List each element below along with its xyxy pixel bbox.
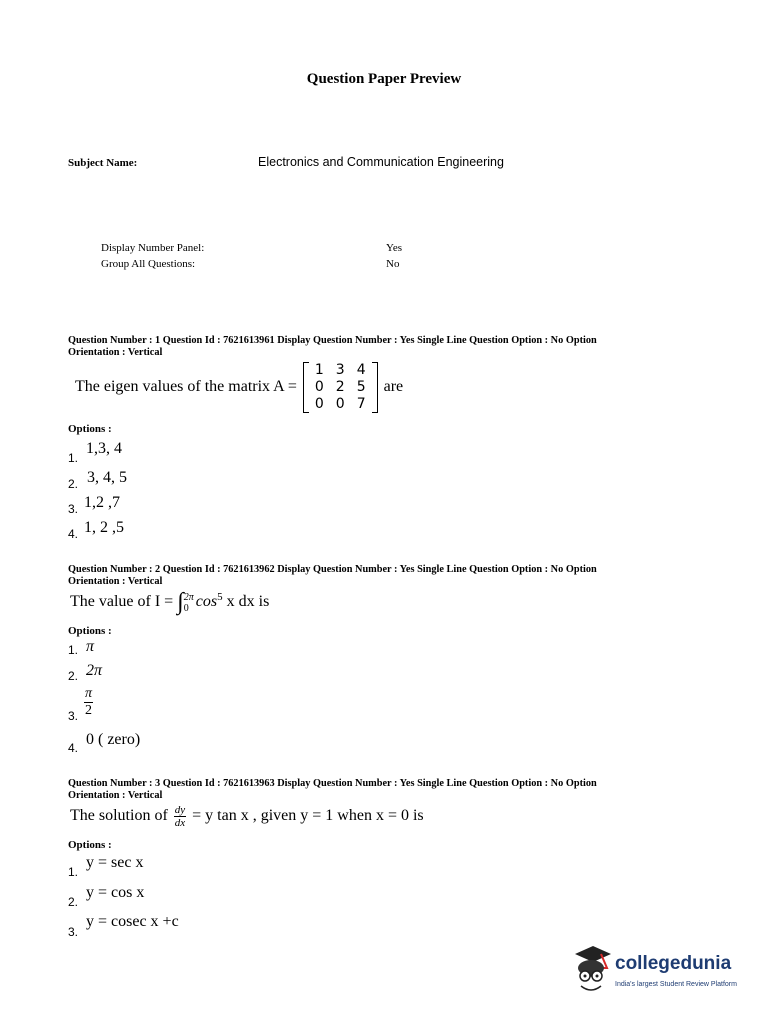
dy-dx-fraction	[174, 804, 186, 829]
subject-label: Subject Name:	[68, 157, 138, 169]
q2-option-3-number: 3.	[68, 709, 79, 723]
matrix-cell: 5	[356, 379, 366, 395]
matrix-cell: 0	[314, 396, 324, 412]
question-3-text-before: The solution of	[70, 807, 168, 825]
lower-limit: 0	[183, 602, 189, 614]
q1-option-4-number: 4.	[68, 527, 79, 541]
upper-limit: 2π	[183, 591, 194, 603]
question-1-options-label: Options :	[68, 423, 112, 435]
fraction-denominator: dx	[174, 817, 186, 829]
page-title: Question Paper Preview	[306, 71, 462, 87]
integral-sign-icon: ∫	[177, 589, 184, 615]
q1-option-1: 1,3, 4	[86, 440, 122, 457]
q2-option-3	[84, 686, 93, 719]
subject-value: Electronics and Communication Engineering	[258, 155, 504, 169]
question-3-header-line1: Question Number : 3 Question Id : 7621613963 Display Question Number : Yes Single Line Question Option : No Option	[68, 778, 597, 789]
q2-option-3-denominator: 2	[85, 703, 92, 718]
question-2-text-before: The value of I =	[70, 593, 174, 611]
q2-option-1: π	[86, 638, 95, 655]
matrix-cell: 7	[356, 396, 366, 412]
q3-option-3: y = cosec x +c	[86, 913, 179, 930]
matrix-a	[303, 362, 378, 413]
integrand: cos	[195, 593, 218, 611]
display-number-panel-value: Yes	[386, 242, 403, 254]
q3-option-1: y = sec x	[86, 854, 144, 871]
question-3-text-after: = y tan x , given y = 1 when x = 0 is	[192, 807, 424, 825]
question-1-header-line2: Orientation : Vertical	[68, 346, 163, 358]
group-all-questions-label: Group All Questions:	[101, 258, 196, 270]
q1-option-1-number: 1.	[68, 451, 79, 465]
fraction-numerator: dy	[174, 804, 186, 816]
q2-option-4: 0 ( zero)	[86, 731, 141, 748]
question-2-text	[70, 589, 269, 616]
question-3-text	[70, 804, 424, 829]
question-1-header-line1: Question Number : 1 Question Id : 7621613961 Display Question Number : Yes Single Line Question Option : No Option	[68, 335, 597, 346]
question-2-header	[68, 564, 658, 587]
question-3-options-label: Options :	[68, 839, 112, 851]
q2-option-2-number: 2.	[68, 669, 79, 683]
q3-option-2: y = cos x	[86, 884, 145, 901]
question-1-text	[75, 362, 403, 413]
q3-option-2-number: 2.	[68, 895, 79, 909]
q1-option-4: 1, 2 ,5	[84, 519, 124, 536]
matrix-cell: 4	[356, 362, 366, 378]
matrix-cell: 0	[335, 396, 345, 412]
collegedunia-tagline: India's largest Student Review Platform	[615, 981, 737, 988]
q2-option-4-number: 4.	[68, 741, 79, 755]
question-1-text-after: are	[383, 378, 404, 396]
q1-option-2-number: 2.	[68, 477, 79, 491]
collegedunia-logo: collegedunia	[615, 953, 732, 974]
matrix-cell: 3	[335, 362, 345, 378]
q1-option-3: 1,2 ,7	[84, 494, 120, 511]
matrix-cell: 1	[314, 362, 324, 378]
matrix-cell: 0	[314, 379, 324, 395]
integrand-power: 5	[217, 590, 223, 603]
group-all-questions-value: No	[386, 258, 400, 270]
integral-limits	[184, 592, 194, 614]
matrix-cell: 2	[335, 379, 345, 395]
q2-option-3-numerator: π	[85, 686, 93, 701]
question-1-text-before: The eigen values of the matrix A =	[75, 378, 297, 396]
q1-option-3-number: 3.	[68, 502, 79, 516]
q2-option-1-number: 1.	[68, 643, 79, 657]
q2-option-2: 2π	[86, 662, 103, 679]
question-2-header-line2: Orientation : Vertical	[68, 575, 163, 587]
question-2-header-line1: Question Number : 2 Question Id : 7621613962 Display Question Number : Yes Single Line Question Option : No Option	[68, 564, 597, 575]
q3-option-3-number: 3.	[68, 925, 79, 939]
question-3-header-line2: Orientation : Vertical	[68, 789, 163, 801]
collegedunia-mascot-icon	[571, 944, 615, 998]
q1-option-2: 3, 4, 5	[87, 469, 127, 486]
display-number-panel-label: Display Number Panel:	[101, 242, 205, 254]
question-2-options-label: Options :	[68, 625, 112, 637]
q3-option-1-number: 1.	[68, 865, 79, 879]
question-3-header	[68, 778, 658, 801]
question-1-header	[68, 335, 658, 358]
question-2-text-after: x dx is	[226, 593, 270, 611]
